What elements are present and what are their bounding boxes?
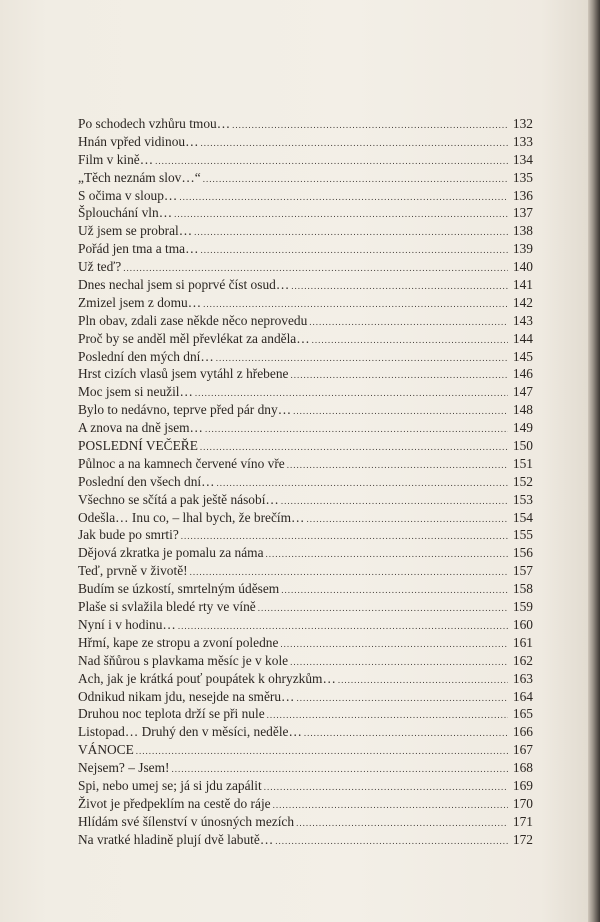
toc-entry: [78, 348, 533, 366]
toc-entry-title: Plaše si svlažila bledé rty ve víně: [78, 599, 256, 615]
toc-entry-page-number: 164: [512, 688, 533, 704]
toc-entry-page-number: 145: [512, 348, 533, 364]
toc-entry: [78, 544, 533, 562]
toc-entry-page-number: 160: [512, 616, 533, 632]
toc-entry-title: Hnán vpřed vidinou…: [78, 133, 199, 149]
toc-entry-page-number: 149: [512, 420, 533, 436]
toc-entry-page-number: 141: [512, 277, 533, 293]
toc-entry-page-number: 170: [512, 795, 533, 811]
toc-entry: [78, 312, 533, 330]
toc-entry: [78, 777, 533, 795]
toc-entry: [78, 169, 533, 187]
toc-entry-title: Hřmí, kape ze stropu a zvoní poledne: [78, 634, 279, 650]
toc-entry: [78, 401, 533, 419]
toc-entry-title: Všechno se sčítá a pak ještě násobí…: [78, 491, 279, 507]
dot-leader: [296, 690, 508, 708]
toc-entry: [78, 580, 533, 598]
dot-leader: [205, 421, 508, 439]
toc-entry-title: Listopad… Druhý den v měsíci, neděle…: [78, 724, 302, 740]
toc-entry-title: Spi, nebo umej se; já si jdu zapálit: [78, 777, 262, 793]
dot-leader: [201, 135, 509, 153]
dot-leader: [280, 636, 508, 654]
toc-entry: [78, 705, 533, 723]
toc-entry: [78, 526, 533, 544]
toc-entry-title: Budím se úzkostí, smrtelným úděsem: [78, 581, 280, 597]
toc-entry-page-number: 142: [512, 294, 533, 310]
toc-entry-page-number: 162: [512, 652, 533, 668]
toc-entry: [78, 365, 533, 383]
toc-entry-page-number: 155: [512, 527, 533, 543]
toc-entry-page-number: 167: [512, 742, 533, 758]
toc-entry-page-number: 137: [512, 205, 533, 221]
toc-entry-page-number: 138: [512, 223, 533, 239]
toc-entry: [78, 133, 533, 151]
dot-leader: [281, 493, 508, 511]
toc-entry-title: Poslední den mých dní…: [78, 348, 214, 364]
toc-entry-page-number: 133: [512, 133, 533, 149]
toc-entry-page-number: 156: [512, 545, 533, 561]
dot-leader: [273, 797, 508, 815]
toc-entry-title: Proč by se anděl měl převlékat za anděla…: [78, 330, 310, 346]
toc-entry-title: Poslední den všech dní…: [78, 473, 215, 489]
dot-leader: [155, 153, 508, 171]
toc-entry-page-number: 163: [512, 670, 533, 686]
dot-leader: [275, 833, 508, 851]
toc-entry-title: „Těch neznám slov…“: [78, 169, 201, 185]
toc-entry-title: Hrst cizích vlasů jsem vytáhl z hřebene: [78, 366, 289, 382]
toc-entry-page-number: 157: [512, 563, 533, 579]
toc-entry-page-number: 146: [512, 366, 533, 382]
toc-entry: [78, 383, 533, 401]
toc-entry: [78, 723, 533, 741]
toc-entry: [78, 437, 533, 455]
toc-entry-title: S očima v sloup…: [78, 187, 178, 203]
toc-entry-page-number: 144: [512, 330, 533, 346]
toc-entry-page-number: 152: [512, 473, 533, 489]
dot-leader: [203, 171, 508, 189]
toc-entry-page-number: 154: [512, 509, 533, 525]
dot-leader: [290, 367, 508, 385]
toc-entry-title: Nejsem? – Jsem!: [78, 760, 170, 776]
toc-entry-page-number: 168: [512, 760, 533, 776]
dot-leader: [287, 457, 508, 475]
toc-entry: [78, 652, 533, 670]
toc-entry: [78, 795, 533, 813]
toc-entry-page-number: 151: [512, 455, 533, 471]
toc-entry: [78, 240, 533, 258]
page-edge-shadow: [588, 0, 600, 922]
toc-entry-title: Ach, jak je krátká pouť poupátek k ohryzkům…: [78, 670, 336, 686]
toc-entry-page-number: 171: [512, 813, 533, 829]
toc-entry-title: Odnikud nikam jdu, nesejde na směru…: [78, 688, 295, 704]
toc-entry-title: Na vratké hladině plují dvě labutě…: [78, 831, 274, 847]
toc-entry-page-number: 140: [512, 259, 533, 275]
toc-entry-page-number: 132: [512, 116, 533, 131]
dot-leader: [338, 672, 508, 690]
toc-entry-title: POSLEDNÍ VEČEŘE: [78, 438, 198, 454]
toc-entry-title: A znova na dně jsem…: [78, 420, 203, 436]
toc-entry-page-number: 161: [512, 634, 533, 650]
toc-entry: [78, 330, 533, 348]
toc-entry-title: Pln obav, zdali zase někde něco neprovedu: [78, 312, 308, 328]
toc-entry-title: Už jsem se probral…: [78, 223, 193, 239]
toc-entry-title: Život je předpeklím na cestě do ráje: [78, 795, 271, 811]
toc-entry-title: Teď, prvně v životě!: [78, 563, 188, 579]
toc-entry: [78, 509, 533, 527]
toc-entry-page-number: 166: [512, 724, 533, 740]
toc-entry: [78, 115, 533, 133]
toc-entry-title: VÁNOCE: [78, 742, 134, 758]
toc-entry-page-number: 135: [512, 169, 533, 185]
toc-entry: [78, 562, 533, 580]
dot-leader: [291, 278, 508, 296]
toc-entry-title: Hlídám své šílenství v únosných mezích: [78, 813, 295, 829]
dot-leader: [306, 511, 508, 529]
toc-entry: [78, 222, 533, 240]
toc-entry-page-number: 159: [512, 599, 533, 615]
toc-entry-page-number: 165: [512, 706, 533, 722]
toc-entry-title: Dějová zkratka je pomalu za náma: [78, 545, 264, 561]
toc-entry: [78, 455, 533, 473]
toc-entry: [78, 258, 533, 276]
toc-entry-title: Zmizel jsem z domu…: [78, 294, 202, 310]
toc-entry-page-number: 143: [512, 312, 533, 328]
toc-entry: [78, 831, 533, 849]
toc-entry-page-number: 139: [512, 241, 533, 257]
toc-entry-title: Moc jsem si neužil…: [78, 384, 193, 400]
dot-leader: [258, 600, 508, 618]
toc-entry: [78, 634, 533, 652]
toc-entry: [78, 813, 533, 831]
dot-leader: [174, 206, 508, 224]
dot-leader: [266, 546, 508, 564]
toc-entry-page-number: 153: [512, 491, 533, 507]
toc-entry: [78, 741, 533, 759]
dot-leader: [200, 242, 508, 260]
toc-entry-title: Šplouchání vln…: [78, 205, 173, 221]
toc-entry-page-number: 134: [512, 151, 533, 167]
toc-entry: [78, 491, 533, 509]
toc-entry-title: Pořád jen tma a tma…: [78, 241, 199, 257]
toc-entry: [78, 294, 533, 312]
toc-entry-page-number: 158: [512, 581, 533, 597]
toc-entry: [78, 151, 533, 169]
dot-leader: [179, 189, 508, 207]
toc-entry: [78, 187, 533, 205]
toc-entry: [78, 598, 533, 616]
dot-leader: [309, 314, 508, 332]
dot-leader: [232, 117, 508, 135]
toc-entry-title: Film v kině…: [78, 151, 154, 167]
toc-entry: [78, 276, 533, 294]
toc-entry: [78, 688, 533, 706]
toc-entry-title: Dnes nechal jsem si poprvé číst osud…: [78, 277, 290, 293]
toc-entry-page-number: 150: [512, 438, 533, 454]
dot-leader: [296, 815, 508, 833]
toc-entry: [78, 419, 533, 437]
toc-entry-title: Půlnoc a na kamnech červené víno vře: [78, 455, 285, 471]
dot-leader: [281, 582, 508, 600]
toc-entry-page-number: 148: [512, 402, 533, 418]
toc-entry-page-number: 136: [512, 187, 533, 203]
toc-entry-title: Bylo to nedávno, teprve před pár dny…: [78, 402, 292, 418]
toc-entry-title: Už teď?: [78, 259, 122, 275]
toc-entry-page-number: 147: [512, 384, 533, 400]
toc-entry-title: Nyní i v hodinu…: [78, 616, 176, 632]
dot-leader: [194, 224, 508, 242]
toc-entry-title: Po schodech vzhůru tmou…: [78, 116, 231, 131]
dot-leader: [293, 403, 508, 421]
dot-leader: [267, 707, 508, 725]
dot-leader: [136, 743, 508, 761]
toc-entry: [78, 204, 533, 222]
toc-entry: [78, 473, 533, 491]
toc-entry: [78, 670, 533, 688]
toc-entry-title: Nad šňůrou s plavkama měsíc je v kole: [78, 652, 289, 668]
toc-entry: [78, 759, 533, 777]
toc-entry-title: Druhou noc teplota drží se při nule: [78, 706, 265, 722]
toc-entry-title: Odešla… Inu co, – lhal bych, že brečím…: [78, 509, 305, 525]
dot-leader: [304, 725, 508, 743]
toc-entry-page-number: 172: [512, 831, 533, 847]
dot-leader: [264, 779, 508, 797]
toc-entry: [78, 616, 533, 634]
toc-entry-title: Jak bude po smrti?: [78, 527, 179, 543]
table-of-contents: [78, 115, 533, 849]
toc-entry-page-number: 169: [512, 777, 533, 793]
dot-leader: [312, 332, 508, 350]
